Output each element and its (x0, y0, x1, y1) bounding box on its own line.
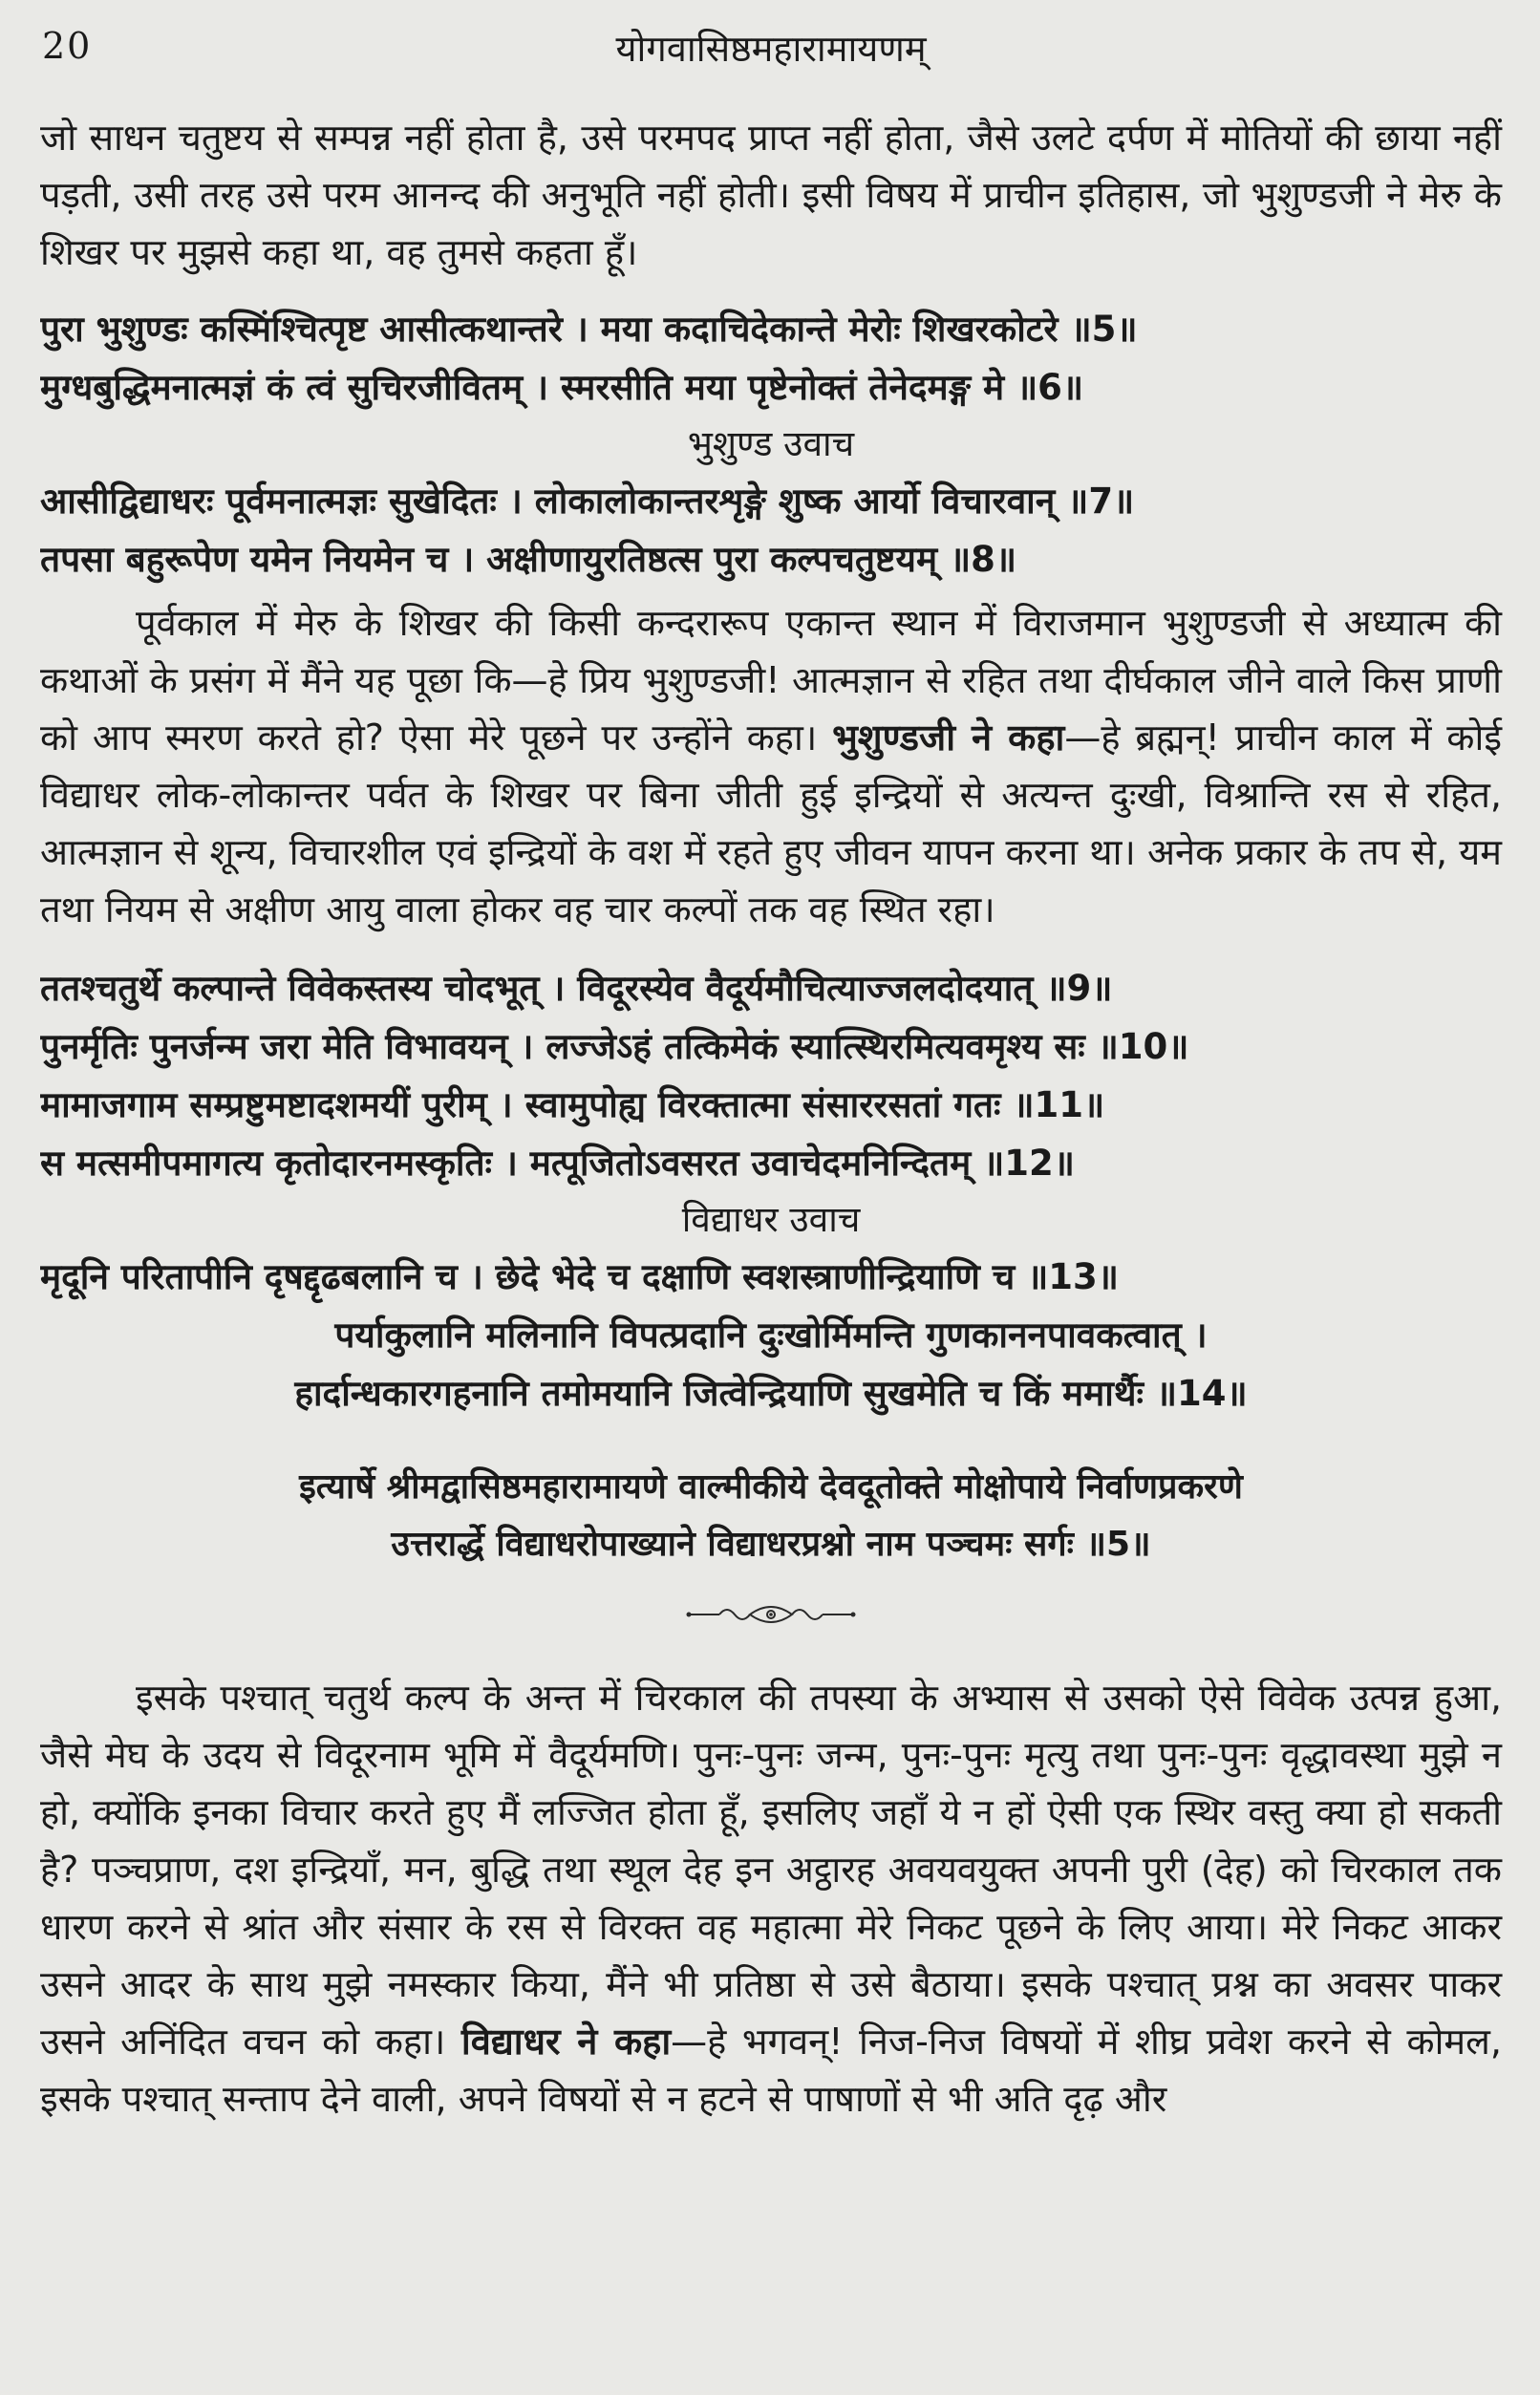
shloka-9: ततश्चतुर्थे कल्पान्ते विवेकस्तस्य चोदभूत् । विदूरस्येव वैदूर्यमौचित्याज्जलदोदयात् ॥9॥ (40, 968, 1113, 1009)
shloka-12: स मत्समीपमागत्य कृतोदारनमस्कृतिः । मत्पूजितोऽवसरत उवाचेदमनिन्दितम् ॥12॥ (40, 1143, 1075, 1184)
speaker-lead-bhushunda: भुशुण्डजी ने कहा (832, 716, 1065, 759)
closing-text-part-2: —हे भगवन्! निज-निज विषयों में शीघ्र प्रवेश करने से कोमल, इसके पश्चात् सन्ताप देने वाली, अपने विषयों से न हटने से पाषाणों से भी अति दृढ़ और (40, 2021, 1502, 2120)
speaker-heading-bhushunda: भुशुण्ड उवाच (687, 423, 855, 464)
page-header (40, 0, 1502, 69)
translation-paragraph (40, 594, 1502, 938)
speaker-heading-vidyadhara: विद्याधर उवाच (681, 1199, 861, 1240)
page-number: 20 (42, 25, 93, 67)
shloka-11: मामाजगाम सम्प्रष्टुमष्टादशमयीं पुरीम् । स्वामुपोह्य विरक्तात्मा संसाररसतां गतः ॥11॥ (40, 1084, 1105, 1125)
shloka-group-1 (40, 300, 1502, 588)
closing-text-part-1: इसके पश्चात् चतुर्थ कल्प के अन्त में चिरकाल की तपस्या के अभ्यास से उसको ऐसे विवेक उत्पन्न हुआ, जैसे मेघ के उदय से विदूरनाम भूमि में वैदूर्यमणि। पुनः-पुनः जन्म, पुनः-पुनः मृत्यु तथा पुनः-पुनः वृद्धावस्था मुझे न हो, क्योंकि इनका विचार करते हुए मैं लज्जित होता हूँ, इसलिए जहाँ ये न हों ऐसी एक स्थिर वस्तु क्या हो सकती है? पञ्चप्राण, दश इन्द्रियाँ, मन, बुद्धि तथा स्थूल देह इन अट्ठारह अवयवयुक्त अपनी पुरी (देह) को चिरकाल तक धारण करने से श्रांत और संसार के रस से विरक्त वह महात्मा मेरे निकट पूछने के लिए आया। मेरे निकट आकर उसने आदर के साथ मुझे नमस्कार किया, मैंने भी प्रतिष्ठा से उसे बैठाया। इसके पश्चात् प्रश्न का अवसर पाकर उसने अनिंदित वचन को कहा। (40, 1677, 1502, 2063)
speaker-lead-vidyadhara: विद्याधर ने कहा (460, 2021, 672, 2063)
colophon-line-1: इत्यार्षे श्रीमद्वासिष्ठमहारामायणे वाल्मीकीये देवदूतोक्ते मोक्षोपाये निर्वाणप्रकरणे (299, 1467, 1243, 1507)
chapter-colophon (40, 1459, 1502, 1573)
intro-paragraph: जो साधन चतुष्टय से सम्पन्न नहीं होता है, उसे परमपद प्राप्त नहीं होता, जैसे उलटे दर्पण में मोतियों की छाया नहीं पड़ती, उसी तरह उसे परम आनन्द की अनुभूति नहीं होती। इसी विषय में प्राचीन इतिहास, जो भुशुण्डजी ने मेरु के शिखर पर मुझसे कहा था, वह तुमसे कहता हूँ। (40, 117, 1502, 273)
shloka-14-line-2: हार्दान्धकारगहनानि तमोमयानि जित्वेन्द्रियाणि सुखमेति च किं ममार्थैः ॥14॥ (294, 1373, 1248, 1414)
shloka-7: आसीद्विद्याधरः पूर्वमनात्मज्ञः सुखेदितः । लोकालोकान्तरशृङ्गे शुष्क आर्यो विचारवान् ॥7॥ (40, 481, 1135, 522)
shloka-5: पुरा भुशुण्डः कस्मिंश्चित्पृष्ट आसीत्कथान्तरे । मया कदाचिदेकान्ते मेरोः शिखरकोटरे ॥5॥ (40, 309, 1138, 350)
running-title: योगवासिष्ठमहारामायणम् (615, 28, 927, 70)
translation-text-part-2: —हे ब्रह्मन्! प्राचीन काल में कोई विद्याधर लोक-लोकान्तर पर्वत के शिखर पर बिना जीती हुई इन्द्रियों से अत्यन्त दुःखी, विश्रान्ति रस से रहित, आत्मज्ञान से शून्य, विचारशील एवं इन्द्रियों के वश में रहते हुए जीवन यापन करना था। अनेक प्रकार के तप से, यम तथा नियम से अक्षीण आयु वाला होकर वह चार कल्पों तक वह स्थित रहा। (40, 716, 1502, 930)
shloka-13: मृदूनि परितापीनि दृषद्दृढबलानि च । छेदे भेदे च दक्षाणि स्वशस्त्राणीन्द्रियाणि च ॥13॥ (40, 1256, 1119, 1297)
shloka-group-2 (40, 959, 1502, 1422)
closing-paragraph (40, 1669, 1502, 2128)
shloka-6: मुग्धबुद्धिमनात्मज्ञं कं त्वं सुचिरजीवितम् । स्मरसीति मया पृष्टेनोक्तं तेनेदमङ्ग मे ॥6॥ (40, 367, 1084, 408)
shloka-10: पुनर्मृतिः पुनर्जन्म जरा मेति विभावयन् । लज्जेऽहं तत्किमेकं स्यात्स्थिरमित्यवमृश्य सः ॥10॥ (40, 1026, 1189, 1067)
decorative-divider-icon (40, 1598, 1502, 1636)
shloka-14-line-1: पर्याकुलानि मलिनानि विपत्प्रदानि दुःखोर्मिमन्ति गुणकाननपावकत्वात् । (334, 1315, 1208, 1356)
shloka-8: तपसा बहुरूपेण यमेन नियमेन च । अक्षीणायुरतिष्ठत्स पुरा कल्पचतुष्टयम् ॥8॥ (40, 539, 1017, 580)
translation-text-part-1: पूर्वकाल में मेरु के शिखर की किसी कन्दरारूप एकान्त स्थान में विराजमान भुशुण्डजी से अध्यात्म की कथाओं के प्रसंग में मैंने यह पूछा कि—हे प्रिय भुशुण्डजी! आत्मज्ञान से रहित तथा दीर्घकाल जीने वाले किस प्राणी को आप स्मरण करते हो? ऐसा मेरे पूछने पर उन्होंने कहा। (40, 602, 1502, 759)
colophon-line-2: उत्तरार्द्धे विद्याधरोपाख्याने विद्याधरप्रश्नो नाम पञ्चमः सर्गः ॥5॥ (391, 1525, 1151, 1564)
